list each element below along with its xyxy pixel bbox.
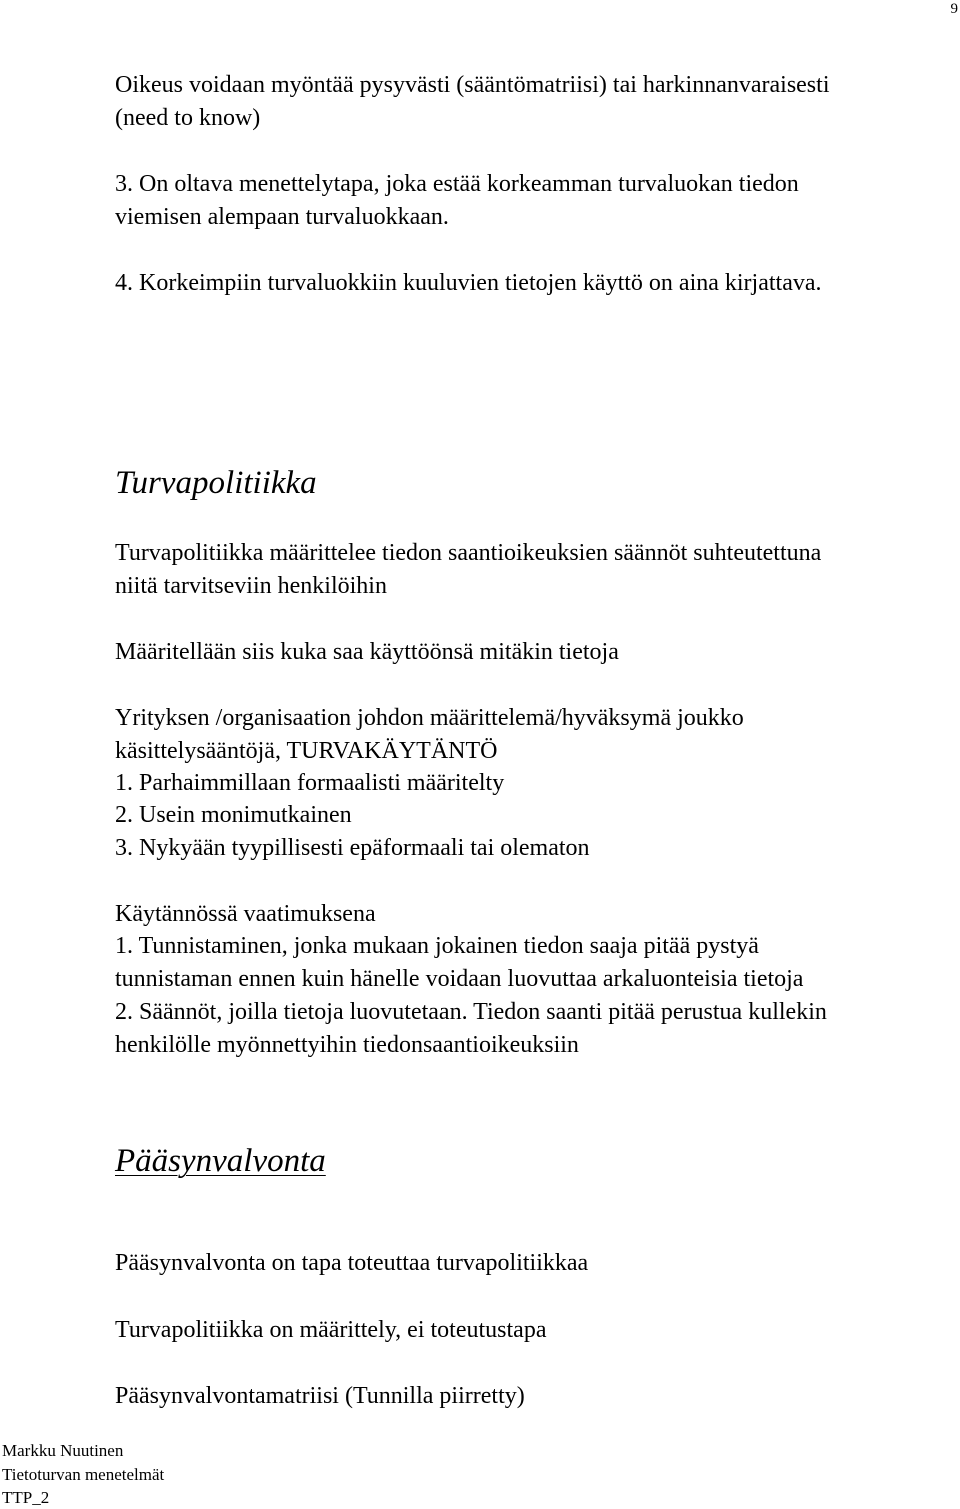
- text-line: Pääsynvalvontamatriisi (Tunnilla piirretty): [115, 1383, 525, 1409]
- text-line: (need to know): [115, 105, 261, 131]
- text-line: viemisen alempaan turvaluokkaan.: [115, 204, 449, 230]
- text-line: Turvapolitiikka on määrittely, ei toteutustapa: [115, 1317, 547, 1343]
- text-line: Käytännössä vaatimuksena: [115, 901, 376, 927]
- text-line: tunnistaman ennen kuin hänelle voidaan luovuttaa arkaluonteisia tietoja: [115, 966, 804, 992]
- page-number: 9: [950, 1, 958, 17]
- text-line: Oikeus voidaan myöntää pysyvästi (sääntömatriisi) tai harkinnanvaraisesti: [115, 72, 830, 98]
- text-line: Turvapolitiikka määrittelee tiedon saantioikeuksien säännöt suhteutettuna: [115, 540, 822, 566]
- text-line: 3. On oltava menettelytapa, joka estää korkeamman turvaluokan tiedon: [115, 171, 799, 197]
- section-heading-turvapolitiikka: Turvapolitiikka: [115, 465, 317, 501]
- text-line: 3. Nykyään tyypillisesti epäformaali tai olematon: [115, 835, 590, 861]
- text-line: Yrityksen /organisaation johdon määrittelemä/hyväksymä joukko: [115, 705, 744, 731]
- text-line: 2. Säännöt, joilla tietoja luovutetaan. Tiedon saanti pitää perustua kullekin: [115, 999, 827, 1025]
- footer-course: Tietoturvan menetelmät: [2, 1465, 165, 1484]
- text-line: 4. Korkeimpiin turvaluokkiin kuuluvien tietojen käyttö on aina kirjattava.: [115, 270, 822, 296]
- text-line: Pääsynvalvonta on tapa toteuttaa turvapolitiikkaa: [115, 1250, 589, 1276]
- text-line: 2. Usein monimutkainen: [115, 802, 352, 828]
- section-heading-paasynvalvonta: Pääsynvalvonta: [115, 1143, 326, 1179]
- text-line: käsittelysääntöjä, TURVAKÄYTÄNTÖ: [115, 738, 498, 764]
- text-line: Määritellään siis kuka saa käyttöönsä mitäkin tietoja: [115, 639, 619, 665]
- footer-code: TTP_2: [2, 1488, 50, 1507]
- text-line: henkilölle myönnettyihin tiedonsaantioikeuksiin: [115, 1032, 579, 1058]
- text-line: niitä tarvitseviin henkilöihin: [115, 573, 387, 599]
- footer-author: Markku Nuutinen: [2, 1441, 124, 1460]
- text-line: 1. Parhaimmillaan formaalisti määritelty: [115, 770, 505, 796]
- text-line: 1. Tunnistaminen, jonka mukaan jokainen tiedon saaja pitää pystyä: [115, 933, 759, 959]
